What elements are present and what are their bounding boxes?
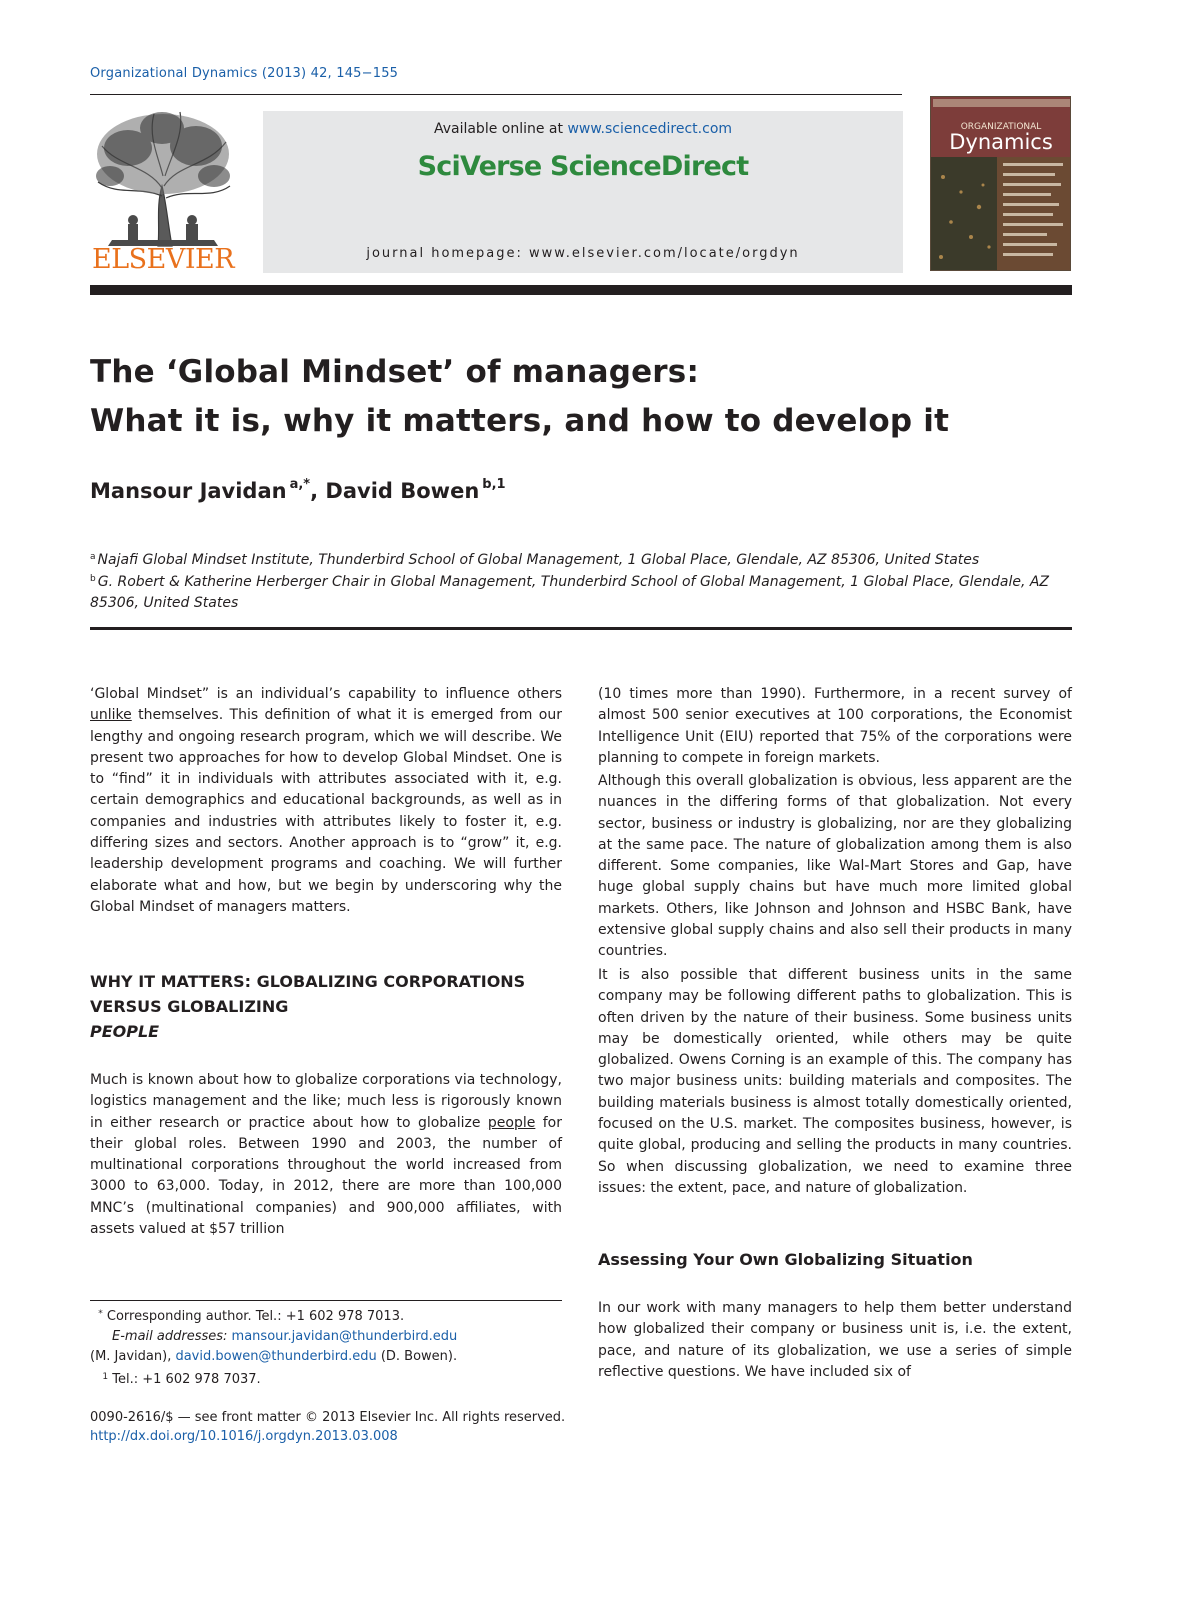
- cover-title-small: ORGANIZATIONAL: [960, 122, 1042, 132]
- title-block-rule: [90, 627, 1072, 630]
- author-name[interactable]: David Bowen: [325, 479, 480, 503]
- text-run: Much is known about how to globalize corporations via technology, logistics management and the like; much less is rigorously known in either research or practice about how to globalize: [90, 1072, 562, 1131]
- text-run: themselves. This definition of what it is emerged from our lengthy and ongoing research program, which we will describe. We present two approaches for how to develop Global Mindset. One is to “find” it in individuals with attributes associated with it, e.g. certain demographics and educational backgrounds, as well as in companies and industries with attributes likely to foster it, e.g. differing sizes and sectors. Another approach is to “grow” it, e.g. leadership development programs and coaching. We will further elaborate what and how, but we begin by underscoring why the Global Mindset of managers matters.: [90, 707, 562, 915]
- paragraph-text: Although this overall globalization is obvious, less apparent are the nuances in the differing forms of that globalization. Not every sector, business or industry is globalizing, nor are they globalizing at the same pace. The nature of globalization among them is also different. Some companies, like Wal-Mart Stores and Gap, have huge global supply chains but have much more limited global markets. Others, like Johnson and Johnson and HSBC Bank, have extensive global supply chains and also sell their products in many countries.: [598, 773, 1072, 960]
- body-paragraph: [598, 771, 1072, 963]
- copyright-line: 0090-2616/$ — see front matter © 2013 Elsevier Inc. All rights reserved.: [90, 1410, 566, 1425]
- author-list: [90, 477, 506, 503]
- body-paragraph: [598, 1298, 1072, 1383]
- affiliation-a: [90, 547, 1074, 571]
- doi-link[interactable]: http://dx.doi.org/10.1016/j.orgdyn.2013.03.008: [90, 1429, 398, 1444]
- journal-homepage[interactable]: journal homepage: www.elsevier.com/locate/orgdyn: [366, 246, 800, 261]
- affiliation-text: Najafi Global Mindset Institute, Thunderbird School of Global Management, 1 Global Place, Glendale, AZ 85306, United States: [97, 552, 980, 568]
- footnote-text: Tel.: +1 602 978 7037.: [108, 1372, 261, 1387]
- author-marks[interactable]: b,1: [482, 477, 506, 492]
- paragraph-text: In our work with many managers to help them better understand how globalized their company or business unit is, i.e. the extent, pace, and nature of its globalization, we use a series of simple reflective questions. We have included six of: [598, 1300, 1072, 1380]
- text-run: for their global roles. Between 1990 and 2003, the number of multinational corporations throughout the world increased from 3000 to 63,000. Today, in 2012, there are more than 100,000 MNC’s (multinational companies) and 900,000 affiliates, with assets valued at $57 trillion: [90, 1114, 562, 1238]
- available-prefix: Available online at: [433, 121, 568, 137]
- cover-art-icon: [931, 97, 1071, 271]
- footnote-1: [90, 1367, 562, 1390]
- email-owner: (D. Bowen).: [376, 1349, 458, 1364]
- sciverse-brand: SciVerse ScienceDirect: [417, 151, 749, 182]
- section-heading: [90, 969, 562, 1044]
- text-run: ‘Global Mindset” is an individual’s capability to influence others: [90, 686, 562, 702]
- paragraph-text: (10 times more than 1990). Furthermore, in a recent survey of almost 500 senior executives at 100 corporations, the Economist Intelligence Unit (EIU) reported that 75% of the corporations were planning to compete in foreign markets.: [598, 686, 1072, 766]
- footnote-emails-cont: [90, 1347, 562, 1367]
- footnote-emails: [90, 1327, 562, 1347]
- footnote-mark: *: [98, 1309, 103, 1319]
- article-subtitle: What it is, why it matters, and how to develop it: [90, 403, 950, 439]
- affiliation-mark: a: [90, 552, 96, 562]
- footnote-rule: [90, 1300, 562, 1301]
- emphasis-underline: unlike: [90, 707, 132, 724]
- body-paragraph: [598, 965, 1072, 1199]
- sciencedirect-banner: [263, 111, 903, 273]
- affiliation-text: G. Robert & Katherine Herberger Chair in Global Management, Thunderbird School of Global Management, 1 Global Place, Glendale, AZ 85306, United States: [90, 574, 1050, 611]
- body-paragraph: [598, 684, 1072, 769]
- subsection-heading: Assessing Your Own Globalizing Situation: [598, 1250, 973, 1269]
- paragraph-text: It is also possible that different business units in the same company may be following different paths to globalization. This is often driven by the nature of their business. Some business units may be domestically oriented, while others may be quite globalized. Owens Corning is an example of this. The company has two major business units: building materials and composites. The building materials business is almost totally domestically oriented, focused on the U.S. market. The composites business, however, is quite global, producing and selling the products in many countries. So when discussing globalization, we need to examine three issues: the extent, pace, and nature of globalization.: [598, 967, 1072, 1196]
- header-rule: [90, 94, 902, 95]
- heading-text: WHY IT MATTERS: GLOBALIZING CORPORATIONS VERSUS GLOBALIZING: [90, 972, 526, 1016]
- article-title: The ‘Global Mindset’ of managers:: [90, 354, 700, 390]
- author-name[interactable]: Mansour Javidan: [90, 479, 287, 503]
- body-paragraph: [90, 1070, 562, 1240]
- footnote-text: Corresponding author. Tel.: +1 602 978 7013.: [102, 1309, 405, 1324]
- heading-emphasis: PEOPLE: [90, 1022, 160, 1041]
- abstract-paragraph: [90, 684, 562, 918]
- email-owner: (M. Javidan),: [90, 1349, 176, 1364]
- affiliation-mark: b: [90, 574, 96, 584]
- author-marks[interactable]: a,*: [289, 477, 311, 492]
- footnote-mark: 1: [102, 1372, 109, 1382]
- email-link[interactable]: mansour.javidan@thunderbird.edu: [231, 1329, 458, 1344]
- available-online: [263, 121, 903, 137]
- elsevier-wordmark: ELSEVIER: [92, 244, 235, 275]
- cover-title-big: Dynamics: [949, 130, 1053, 154]
- journal-cover-image: [930, 96, 1071, 271]
- journal-reference: Organizational Dynamics (2013) 42, 145−155: [90, 66, 399, 81]
- email-link[interactable]: david.bowen@thunderbird.edu: [175, 1349, 377, 1364]
- affiliation-b: [90, 569, 1074, 614]
- author-separator: ,: [310, 479, 326, 503]
- email-label: E-mail addresses:: [112, 1329, 232, 1344]
- sciencedirect-link[interactable]: www.sciencedirect.com: [567, 121, 733, 137]
- emphasis-underline: people: [487, 1114, 536, 1131]
- header-thick-rule: [90, 285, 1072, 295]
- footnote-corresponding: [90, 1304, 562, 1327]
- footnotes: [90, 1304, 562, 1390]
